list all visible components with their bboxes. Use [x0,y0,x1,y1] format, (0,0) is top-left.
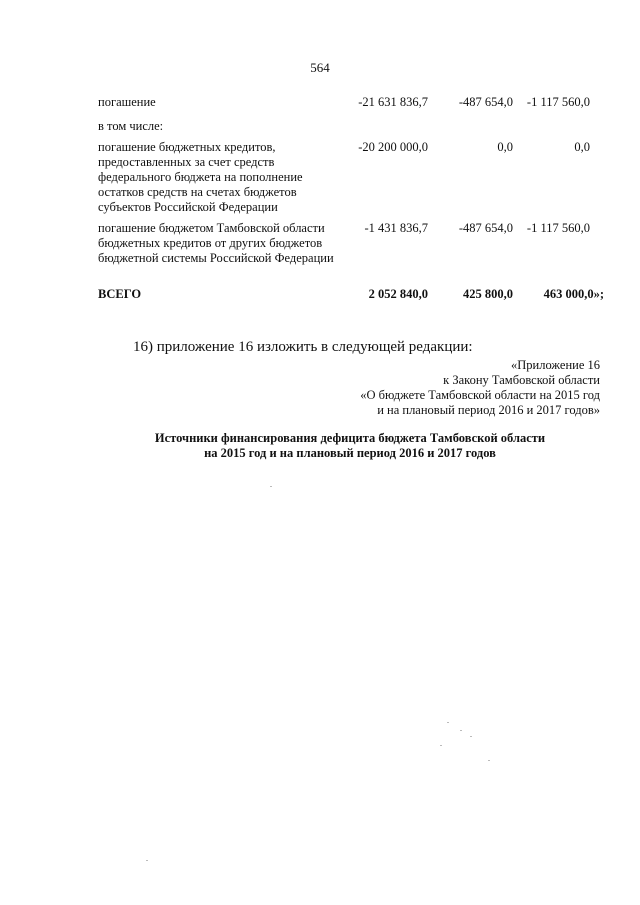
total-2017: 463 000,0»; [543,287,604,301]
value-2017: -1 117 560,0 [526,221,590,235]
value-2017: -1 117 560,0 [526,95,590,109]
appendix-line: «Приложение 16 [511,358,600,372]
value-2017: 0,0 [574,140,590,154]
title-line: на 2015 год и на плановый период 2016 и 2017 годов [204,446,496,460]
row-label: в том числе: [98,119,164,133]
total-2016: 425 800,0 [463,287,513,301]
scan-speck [440,745,442,746]
total-label: ВСЕГО [98,287,142,301]
scan-speck [488,760,490,761]
scan-speck [270,486,272,487]
value-2015: -20 200 000,0 [358,140,428,154]
appendix-line: и на плановый период 2016 и 2017 годов» [377,403,600,417]
page-number: 564 [310,60,330,75]
total-2015: 2 052 840,0 [368,287,428,301]
value-2016: -487 654,0 [458,95,513,109]
appendix-line: к Закону Тамбовской области [443,373,600,387]
row-label: погашение бюджетом Тамбовской области бюджетных кредитов от других бюджетов бюджетной системы Российской Федерации [98,221,334,265]
row-label: погашение [98,95,156,109]
scan-speck [460,730,462,731]
value-2016: 0,0 [497,140,513,154]
appendix-line: «О бюджете Тамбовской области на 2015 год [360,388,600,402]
amendment-instruction: 16) приложение 16 изложить в следующей редакции: [133,339,473,355]
value-2015: -1 431 836,7 [364,221,428,235]
row-label: погашение бюджетных кредитов, предоставленных за счет средств федерального бюджета на пополнение остатков средств на счетах бюджетов субъектов Российской Федерации [98,140,303,214]
appendix-reference [360,358,600,418]
scan-speck [470,736,472,737]
scan-speck [447,722,449,723]
scan-speck [146,860,148,861]
document-title [0,431,640,461]
title-line: Источники финансирования дефицита бюджета Тамбовской области [154,431,546,445]
value-2015: -21 631 836,7 [358,95,428,109]
value-2016: -487 654,0 [458,221,513,235]
